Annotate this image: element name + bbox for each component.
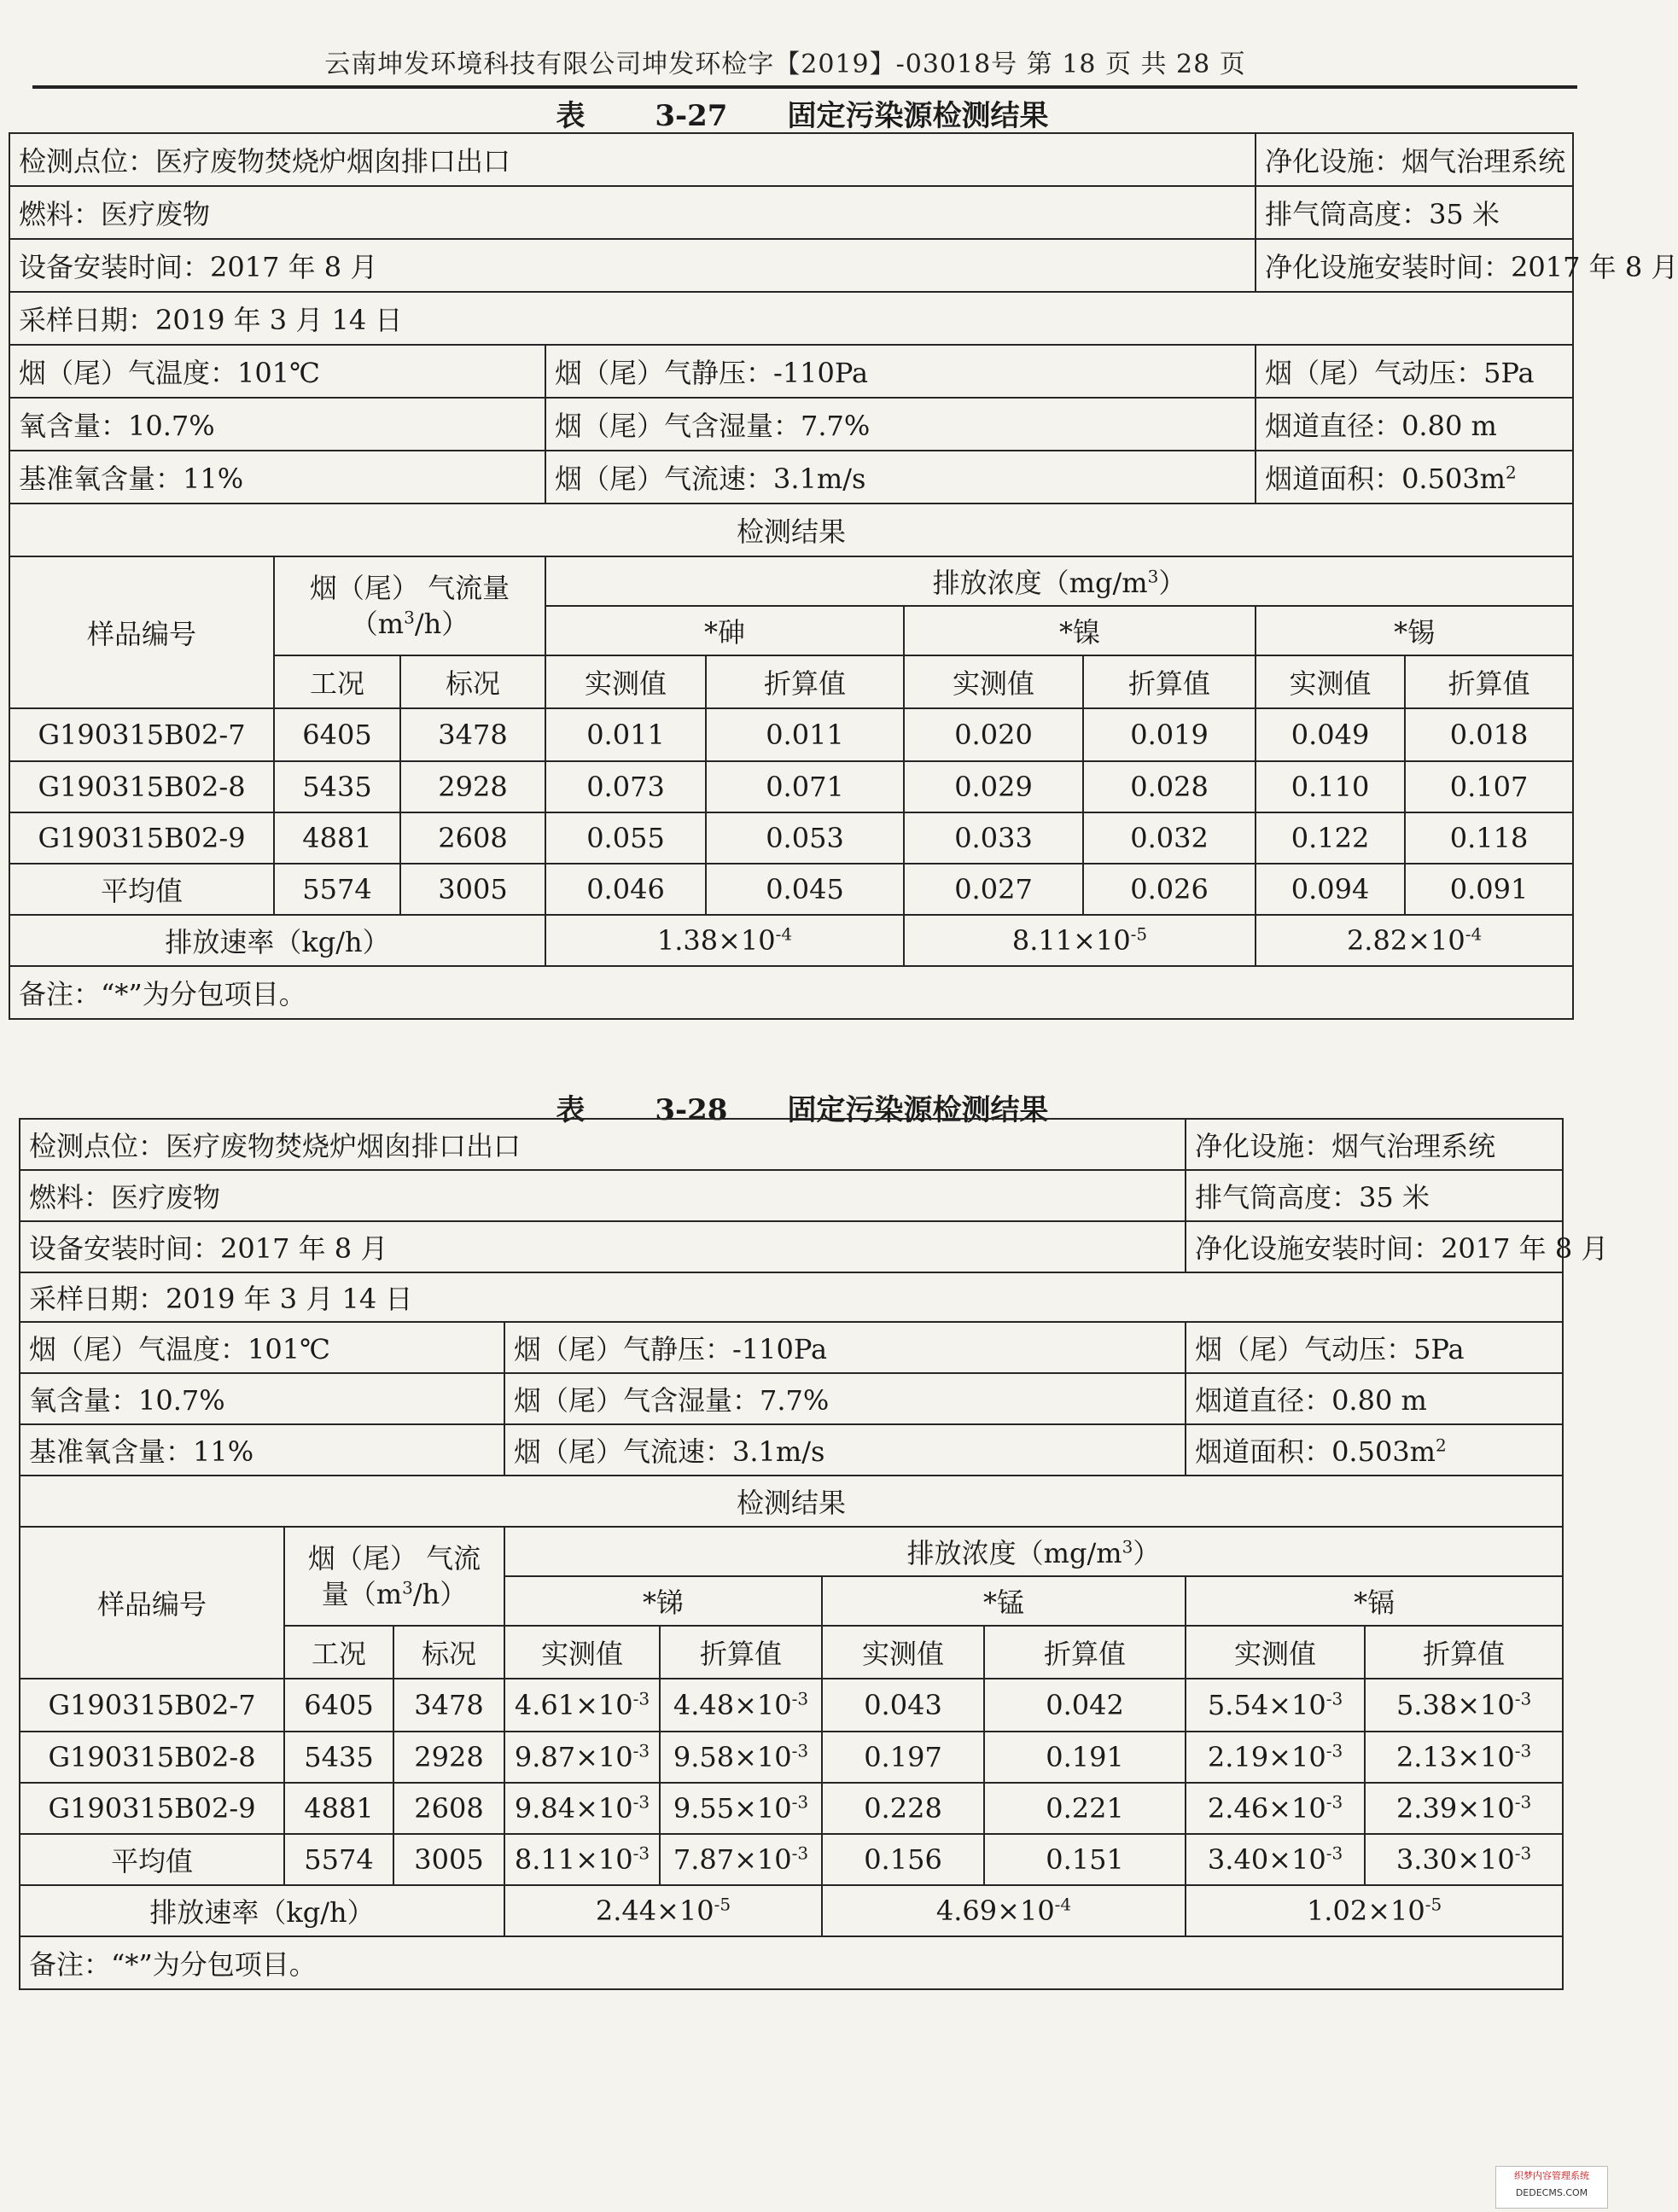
- stack-height: 排气筒高度：35 米: [1256, 186, 1573, 239]
- page-header: 云南坤发环境科技有限公司坤发环检字【2019】-03018号 第 18 页 共 28 页: [324, 49, 1246, 79]
- element-header: *锑: [504, 1576, 822, 1626]
- flow-std: 3478: [400, 708, 545, 761]
- value-cell: 0.156: [822, 1834, 984, 1885]
- caption-number: 表 3-28: [556, 1093, 728, 1127]
- element-header: *镉: [1186, 1576, 1563, 1626]
- value-cell: $7.87\times 10^{-3}$: [660, 1834, 822, 1885]
- sample-id: 平均值: [20, 1834, 284, 1885]
- col-converted: 折算值: [1365, 1626, 1563, 1679]
- sample-id: G190315B02-8: [9, 761, 274, 812]
- flue-diameter: 烟道直径：0.80 m: [1186, 1373, 1563, 1424]
- equipment-install-time: 设备安装时间：2017 年 8 月: [20, 1221, 1186, 1272]
- value-cell: 0.026: [1083, 864, 1256, 915]
- col-converted: 折算值: [706, 655, 904, 708]
- value-cell: 0.042: [984, 1679, 1186, 1732]
- table-row: [20, 1732, 1563, 1783]
- value-cell: 0.122: [1256, 812, 1405, 864]
- purification-facility: 净化设施：烟气治理系统: [1186, 1119, 1563, 1170]
- flow-work: 5435: [274, 761, 400, 812]
- value-cell: $2.19\times 10^{-3}$: [1186, 1732, 1365, 1783]
- col-measured: 实测值: [504, 1626, 660, 1679]
- table-note: 备注：“*”为分包项目。: [9, 966, 1573, 1019]
- col-sample-id: 样品编号: [20, 1527, 284, 1679]
- value-cell: 0.020: [904, 708, 1083, 761]
- col-measured: 实测值: [1256, 655, 1405, 708]
- facility-install-time: 净化设施安装时间：2017 年 8 月: [1186, 1221, 1563, 1272]
- flow-work: 4881: [274, 812, 400, 864]
- fuel: 燃料：医疗废物: [9, 186, 1256, 239]
- value-cell: $2.46\times 10^{-3}$: [1186, 1783, 1365, 1834]
- col-standard-condition: 标况: [400, 655, 545, 708]
- table-note: 备注：“*”为分包项目。: [20, 1936, 1563, 1989]
- flow-speed: 烟（尾）气流速：3.1m/s: [545, 451, 1256, 504]
- value-cell: $5.38\times 10^{-3}$: [1365, 1679, 1563, 1732]
- element-header: *锰: [822, 1576, 1186, 1626]
- col-measured: 实测值: [904, 655, 1083, 708]
- value-cell: 0.197: [822, 1732, 984, 1783]
- value-cell: 0.053: [706, 812, 904, 864]
- col-emission-conc: 排放浓度$(mg/m^3)$: [545, 556, 1573, 606]
- flow-std: 2928: [393, 1732, 504, 1783]
- value-cell: 0.049: [1256, 708, 1405, 761]
- caption-title: 固定污染源检测结果: [787, 99, 1049, 133]
- flue-area: 烟道面积：$0.503m^2$: [1186, 1424, 1563, 1476]
- col-gas-flow: 烟（尾） 气流量 $(m^3/h)$: [274, 556, 545, 655]
- table-row: [20, 1679, 1563, 1732]
- value-cell: 0.191: [984, 1732, 1186, 1783]
- element-header: *砷: [545, 606, 904, 655]
- dynamic-pressure: 烟（尾）气动压：5Pa: [1256, 345, 1573, 398]
- emission-rate-row: [20, 1885, 1563, 1936]
- value-cell: 0.107: [1405, 761, 1573, 812]
- col-measured: 实测值: [822, 1626, 984, 1679]
- table-caption-1: [34, 92, 1570, 134]
- value-cell: 0.029: [904, 761, 1083, 812]
- flow-work: 5574: [274, 864, 400, 915]
- table-row: [20, 1834, 1563, 1885]
- stack-height: 排气筒高度：35 米: [1186, 1170, 1563, 1221]
- value-cell: 0.045: [706, 864, 904, 915]
- result-table-2: [19, 1118, 1609, 1990]
- col-emission-conc: 排放浓度$(mg/m^3)$: [504, 1527, 1563, 1576]
- value-cell: 0.055: [545, 812, 706, 864]
- watermark-line1: 织梦内容管理系统: [1514, 2170, 1589, 2181]
- flow-work: 5435: [284, 1732, 393, 1783]
- col-converted: 折算值: [1083, 655, 1256, 708]
- value-cell: $3.40\times 10^{-3}$: [1186, 1834, 1365, 1885]
- value-cell: 0.073: [545, 761, 706, 812]
- flow-work: 5574: [284, 1834, 393, 1885]
- table-row: [9, 761, 1573, 812]
- purification-facility: 净化设施：烟气治理系统: [1256, 133, 1573, 186]
- flow-std: 3478: [393, 1679, 504, 1732]
- static-pressure: 烟（尾）气静压：-110Pa: [504, 1322, 1186, 1373]
- col-measured: 实测值: [545, 655, 706, 708]
- emission-rate-row: [9, 915, 1573, 966]
- emission-rate: $1.02\times 10^{-5}$: [1186, 1885, 1563, 1936]
- value-cell: $9.87\times 10^{-3}$: [504, 1732, 660, 1783]
- sample-id: 平均值: [9, 864, 274, 915]
- sample-id: G190315B02-8: [20, 1732, 284, 1783]
- value-cell: 0.033: [904, 812, 1083, 864]
- results-title: 检测结果: [9, 504, 1573, 556]
- emission-rate: $2.82\times 10^{-4}$: [1256, 915, 1573, 966]
- static-pressure: 烟（尾）气静压：-110Pa: [545, 345, 1256, 398]
- col-standard-condition: 标况: [393, 1626, 504, 1679]
- value-cell: 0.019: [1083, 708, 1256, 761]
- flow-std: 2608: [393, 1783, 504, 1834]
- equipment-install-time: 设备安装时间：2017 年 8 月: [9, 239, 1256, 292]
- gas-temperature: 烟（尾）气温度：101℃: [20, 1322, 504, 1373]
- value-cell: 0.046: [545, 864, 706, 915]
- table-row: [20, 1783, 1563, 1834]
- col-gas-flow: 烟（尾） 气流 量$(m^3/h)$: [284, 1527, 504, 1626]
- sampling-date: 采样日期：2019 年 3 月 14 日: [9, 292, 1573, 345]
- flow-std: 2928: [400, 761, 545, 812]
- value-cell: 0.091: [1405, 864, 1573, 915]
- value-cell: 0.228: [822, 1783, 984, 1834]
- value-cell: $9.55\times 10^{-3}$: [660, 1783, 822, 1834]
- emission-rate: $1.38\times 10^{-4}$: [545, 915, 904, 966]
- gas-temperature: 烟（尾）气温度：101℃: [9, 345, 545, 398]
- value-cell: $2.39\times 10^{-3}$: [1365, 1783, 1563, 1834]
- value-cell: 0.151: [984, 1834, 1186, 1885]
- emission-rate: $4.69\times 10^{-4}$: [822, 1885, 1186, 1936]
- flow-std: 3005: [400, 864, 545, 915]
- flue-area: 烟道面积：$0.503m^2$: [1256, 451, 1573, 504]
- result-table-1: [9, 132, 1678, 1020]
- value-cell: 0.110: [1256, 761, 1405, 812]
- monitor-point: 检测点位：医疗废物焚烧炉烟囱排口出口: [9, 133, 1256, 186]
- flow-std: 2608: [400, 812, 545, 864]
- sampling-date: 采样日期：2019 年 3 月 14 日: [20, 1272, 1563, 1322]
- value-cell: $3.30\times 10^{-3}$: [1365, 1834, 1563, 1885]
- col-converted: 折算值: [1405, 655, 1573, 708]
- base-oxygen-content: 基准氧含量：11%: [9, 451, 545, 504]
- value-cell: 0.018: [1405, 708, 1573, 761]
- results-title: 检测结果: [20, 1476, 1563, 1527]
- value-cell: $9.58\times 10^{-3}$: [660, 1732, 822, 1783]
- flue-diameter: 烟道直径：0.80 m: [1256, 398, 1573, 451]
- value-cell: 0.071: [706, 761, 904, 812]
- emission-rate: $8.11\times 10^{-5}$: [904, 915, 1256, 966]
- fuel: 燃料：医疗废物: [20, 1170, 1186, 1221]
- value-cell: $4.61\times 10^{-3}$: [504, 1679, 660, 1732]
- value-cell: $2.13\times 10^{-3}$: [1365, 1732, 1563, 1783]
- value-cell: 0.011: [706, 708, 904, 761]
- monitor-point: 检测点位：医疗废物焚烧炉烟囱排口出口: [20, 1119, 1186, 1170]
- sample-id: G190315B02-7: [20, 1679, 284, 1732]
- flow-speed: 烟（尾）气流速：3.1m/s: [504, 1424, 1186, 1476]
- value-cell: $8.11\times 10^{-3}$: [504, 1834, 660, 1885]
- emission-rate-label: 排放速率（kg/h）: [20, 1885, 504, 1936]
- value-cell: $4.48\times 10^{-3}$: [660, 1679, 822, 1732]
- watermark-logo: [1495, 2166, 1608, 2209]
- sample-id: G190315B02-9: [9, 812, 274, 864]
- value-cell: 0.032: [1083, 812, 1256, 864]
- dynamic-pressure: 烟（尾）气动压：5Pa: [1186, 1322, 1563, 1373]
- sample-id: G190315B02-9: [20, 1783, 284, 1834]
- col-measured: 实测值: [1186, 1626, 1365, 1679]
- moisture-content: 烟（尾）气含湿量：7.7%: [504, 1373, 1186, 1424]
- col-sample-id: 样品编号: [9, 556, 274, 708]
- col-work-condition: 工况: [274, 655, 400, 708]
- flow-std: 3005: [393, 1834, 504, 1885]
- moisture-content: 烟（尾）气含湿量：7.7%: [545, 398, 1256, 451]
- flow-work: 6405: [274, 708, 400, 761]
- value-cell: 0.221: [984, 1783, 1186, 1834]
- base-oxygen-content: 基准氧含量：11%: [20, 1424, 504, 1476]
- caption-title: 固定污染源检测结果: [787, 1093, 1049, 1127]
- flow-work: 4881: [284, 1783, 393, 1834]
- facility-install-time: 净化设施安装时间：2017 年 8 月: [1256, 239, 1573, 292]
- table-row: [9, 812, 1573, 864]
- oxygen-content: 氧含量：10.7%: [20, 1373, 504, 1424]
- value-cell: 0.011: [545, 708, 706, 761]
- value-cell: $9.84\times 10^{-3}$: [504, 1783, 660, 1834]
- watermark-line2: DEDECMS.COM: [1515, 2187, 1588, 2198]
- table-row: [9, 864, 1573, 915]
- col-work-condition: 工况: [284, 1626, 393, 1679]
- element-header: *锡: [1256, 606, 1573, 655]
- value-cell: 0.094: [1256, 864, 1405, 915]
- value-cell: 0.027: [904, 864, 1083, 915]
- emission-rate: $2.44\times 10^{-5}$: [504, 1885, 822, 1936]
- value-cell: 0.118: [1405, 812, 1573, 864]
- value-cell: $5.54\times 10^{-3}$: [1186, 1679, 1365, 1732]
- value-cell: 0.043: [822, 1679, 984, 1732]
- flow-work: 6405: [284, 1679, 393, 1732]
- value-cell: 0.028: [1083, 761, 1256, 812]
- header-rule: [32, 85, 1577, 89]
- oxygen-content: 氧含量：10.7%: [9, 398, 545, 451]
- table-row: [9, 708, 1573, 761]
- emission-rate-label: 排放速率（kg/h）: [9, 915, 545, 966]
- col-converted: 折算值: [984, 1626, 1186, 1679]
- col-converted: 折算值: [660, 1626, 822, 1679]
- sample-id: G190315B02-7: [9, 708, 274, 761]
- caption-number: 表 3-27: [556, 99, 728, 133]
- element-header: *镍: [904, 606, 1256, 655]
